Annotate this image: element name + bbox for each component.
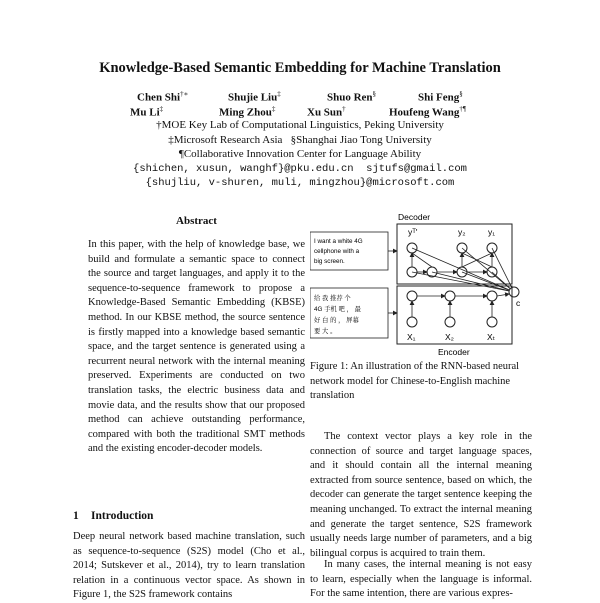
- section-number: 1: [73, 510, 79, 522]
- rnn-diagram: [310, 210, 532, 358]
- encoder-node: [407, 317, 417, 327]
- figure-1: [310, 210, 532, 358]
- figure-caption: Figure 1: An illustration of the RNN-based neural network model for Chinese-to-English machine translation: [310, 361, 520, 402]
- affiliation-line: ¶Collaborative Innovation Center for Language Ability: [178, 148, 422, 160]
- x-label: X₁: [407, 332, 416, 342]
- author: Shi Feng§: [418, 90, 463, 104]
- author: Ming Zhou‡: [219, 105, 276, 119]
- encoder-node: [445, 317, 455, 327]
- encoder-node: [407, 291, 417, 301]
- source-line: 要 大 。: [314, 328, 337, 335]
- author: Mu Li‡: [130, 105, 164, 119]
- x-label: Xₜ: [487, 332, 496, 342]
- context-node: [509, 287, 519, 297]
- target-line: I want a white 4G: [314, 238, 363, 245]
- introduction-text: Deep neural network based machine translation, such as sequence-to-sequence (S2S) model (Cho et al., 2014; Sutskever et al., 2014), try to learn translation relation in a continuous vector space. As shown in Figure 1, the S2S framework contains: [73, 531, 305, 601]
- body-paragraph: [310, 558, 532, 602]
- author: Houfeng Wang†¶: [389, 105, 467, 119]
- source-line: 4G 手机 吧 ， 最: [314, 306, 361, 313]
- source-line: 好 白 的 ， 屏幕: [314, 317, 359, 324]
- abstract-text: In this paper, with the help of knowledge base, we build and formulate a semantic space to connect the source and target languages, and apply it to the sequence-to-sequence framework to propose a Knowledge-Based Semantic Embedding (KBSE) method. In our KBSE method, the source sentence is firstly mapped into a knowledge based semantic space, and the target sentence is generated using a recurrent neural network with the internal meaning preserved. Experiments are conducted on two translation tasks, the electric business data and movie data, and the results show that our proposed method can achieve outstanding performance, compared with both the traditional SMT methods and the existing encoder-decoder models.: [88, 239, 305, 455]
- abstract-heading: Abstract: [176, 215, 217, 227]
- decoder-label: Decoder: [398, 212, 431, 222]
- author: Shuo Ren§: [327, 90, 377, 104]
- paper-title: Knowledge-Based Semantic Embedding for Machine Translation: [99, 60, 501, 76]
- context-label: c: [516, 298, 521, 308]
- encoder-label: Encoder: [438, 347, 470, 357]
- section-title: Introduction: [91, 510, 154, 522]
- encoder-node: [487, 317, 497, 327]
- target-line: cellphone with a: [314, 248, 360, 255]
- encoder-node: [445, 291, 455, 301]
- author: Xu Sun†: [307, 105, 346, 119]
- body-paragraph: [310, 430, 532, 561]
- email-line: {shichen, xusun, wanghf}@pku.edu.cn sjtufs@gmail.com: [133, 162, 467, 175]
- y-label: y₂: [458, 227, 466, 237]
- y-label: yᵀ': [408, 227, 418, 237]
- x-label: X₂: [445, 332, 454, 342]
- y-label: y₁: [488, 227, 496, 237]
- affiliations: [0, 118, 600, 191]
- target-line: big screen.: [314, 258, 345, 265]
- encoder-node: [487, 291, 497, 301]
- affiliation-line: ‡Microsoft Research Asia §Shanghai Jiao Tong University: [168, 133, 432, 146]
- paragraph-text: In many cases, the internal meaning is not easy to learn, especially when the language is informal. For the same intention, there are various expres-: [310, 559, 532, 600]
- email-line: {shujliu, v-shuren, muli, mingzhou}@microsoft.com: [145, 177, 455, 189]
- source-line: 给 我 推荐 个: [314, 295, 351, 302]
- author: Chen Shi†∗: [137, 90, 189, 104]
- affiliation-line: †MOE Key Lab of Computational Linguistics, Peking University: [156, 119, 444, 131]
- author: Shujie Liu‡: [228, 90, 281, 104]
- paragraph-text: The context vector plays a key role in the connection of source and target language spaces, and it should contain all the internal meaning extracted from source sentence, based on which, the decoder can generate the target sentence keeping the meaning unchanged. To extract the internal meaning and generate the target sentence, S2S framework usually needs large number of parameters, and a big bilingual corpus is acquired to train them.: [310, 431, 532, 559]
- section-heading: [73, 510, 153, 522]
